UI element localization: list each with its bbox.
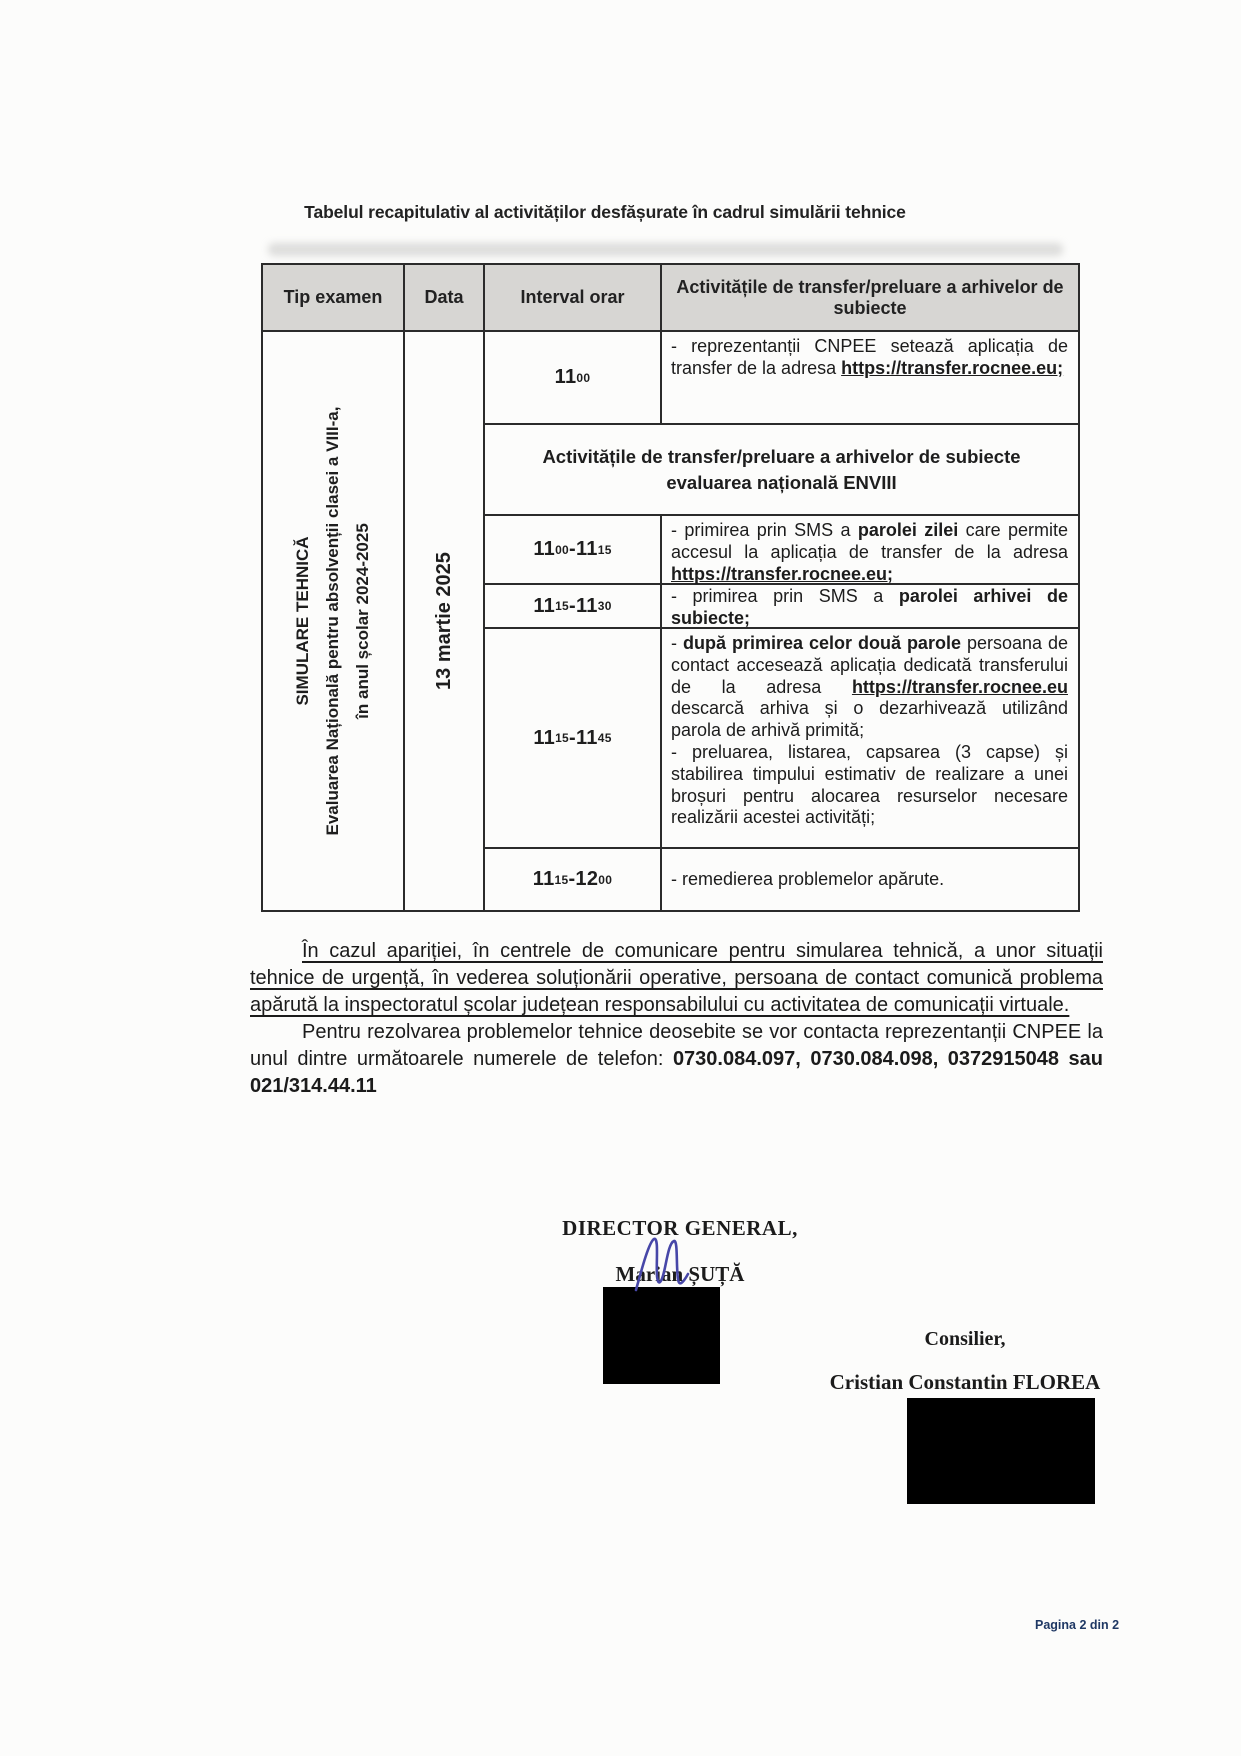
header-activitati: Activitățile de transfer/preluare a arhivelor de subiecte [662, 265, 1078, 332]
redaction-box [907, 1398, 1095, 1504]
body-paragraphs [250, 938, 1103, 1100]
director-general-title: DIRECTOR GENERAL, [562, 1216, 798, 1240]
phone-numbers: 0730.084.097, 0730.084.098, 0372915048 sau 021/314.44.11 [250, 1048, 1103, 1097]
activity-paragraph: - preluarea, listarea, capsarea (3 capse) și stabilirea timpului estimativ de realizare a unei broșuri pentru alocarea resurselor necesare realizării acestei activități; [671, 741, 1068, 828]
activity-cell [662, 629, 1078, 849]
director-general-name: Marian ȘUȚĂ [615, 1262, 745, 1286]
activity-cell: - primirea prin SMS a parolei zilei care permite accesul la aplicația de transfer de la adresa https://transfer.rocnee.eu; [662, 516, 1078, 585]
interval-cell: 11 15 -12 00 [485, 849, 662, 910]
consilier-title: Consilier, [924, 1328, 1006, 1350]
header-data: Data [405, 265, 485, 332]
data-rotated-text: 13 martie 2025 [432, 552, 455, 690]
handwritten-signature-icon [630, 1234, 712, 1301]
contact-paragraph: Pentru rezolvarea problemelor tehnice deosebite se vor contacta reprezentanții CNPEE la unul dintre următoarele numerele de telefon: 0730.084.097, 0730.084.098, 0372915048 sau 021/314.44.11 [250, 1021, 1103, 1097]
redaction-box [603, 1287, 720, 1384]
document-title: Tabelul recapitulativ al activităților desfășurate în cadrul simulării tehnice [304, 202, 906, 222]
interval-cell: 11 15 -11 45 [485, 629, 662, 849]
header-tip-examen: Tip examen [263, 265, 405, 332]
activities-table [261, 263, 1080, 912]
page-number: Pagina 2 din 2 [1035, 1618, 1120, 1632]
activity-cell: - primirea prin SMS a parolei arhivei de subiecte; [662, 585, 1078, 629]
activity-cell: - reprezentanții CNPEE setează aplicația de transfer de la adresa https://transfer.rocnee.eu; [662, 332, 1078, 425]
interval-cell: 11 15 -11 30 [485, 585, 662, 629]
activity-cell: - remedierea problemelor apărute. [671, 868, 945, 889]
interval-cell: 11 00 -11 15 [485, 516, 662, 585]
merged-subheader-cell: Activitățile de transfer/preluare a arhivelor de subiecte evaluarea națională ENVIII [485, 425, 1078, 516]
activity-paragraph: - după primirea celor două parole persoana de contact accesează aplicația dedicată transferului de la adresa https://transfer.rocnee.eu descarcă arhiva și o dezarhivează utilizând parola de arhivă primită; [671, 633, 1069, 741]
urgent-situations-paragraph: În cazul apariției, în centrele de comunicare pentru simularea tehnică, a unor situații tehnice de urgență, în vederea soluționării operative, persoana de contact comunică problema apărută la inspectoratul școlar județean responsabilului cu activitatea de comunicații virtuale. [250, 940, 1103, 1016]
tip-examen-rotated-text: SIMULARE TEHNICĂ Evaluarea Națională pentru absolvenții clasei a VIII-a, în anul școlar 2024-2025 [293, 406, 372, 836]
header-interval-orar: Interval orar [485, 265, 662, 332]
tip-examen-cell [263, 332, 405, 910]
scan-artifact [268, 243, 1063, 256]
interval-cell: 11 00 [485, 332, 662, 425]
data-cell [405, 332, 485, 910]
consilier-name: Cristian Constantin FLOREA [829, 1370, 1101, 1394]
